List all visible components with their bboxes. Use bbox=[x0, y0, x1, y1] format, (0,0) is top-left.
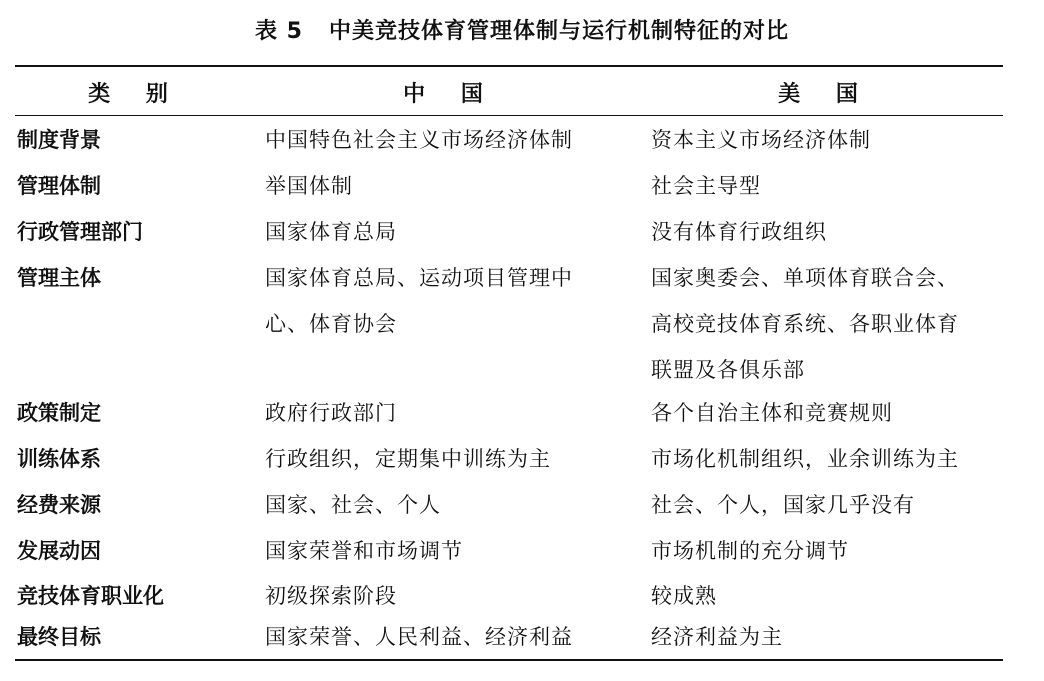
row-usa: 经济利益为主 bbox=[651, 625, 783, 649]
row-category: 管理体制 bbox=[17, 174, 101, 198]
row-usa: 国家奥委会、单项体育联合会、 高校竞技体育系统、各职业体育 联盟及各俱乐部 bbox=[651, 266, 959, 382]
row-usa: 较成熟 bbox=[651, 584, 717, 608]
row-china: 中国特色社会主义市场经济体制 bbox=[265, 128, 573, 152]
row-usa: 没有体育行政组织 bbox=[651, 220, 827, 244]
row-china: 国家荣誉和市场调节 bbox=[265, 539, 463, 563]
row-usa: 市场机制的充分调节 bbox=[651, 539, 849, 563]
row-china: 初级探索阶段 bbox=[265, 584, 397, 608]
row-category: 最终目标 bbox=[17, 625, 101, 649]
row-category: 管理主体 bbox=[17, 266, 101, 290]
header-china: 中 国 bbox=[403, 82, 497, 107]
row-china: 国家体育总局 bbox=[265, 220, 397, 244]
row-china: 举国体制 bbox=[265, 174, 353, 198]
top-rule bbox=[15, 65, 1003, 67]
header-usa: 美 国 bbox=[778, 82, 872, 107]
row-category: 制度背景 bbox=[17, 128, 101, 152]
row-usa: 社会、个人，国家几乎没有 bbox=[651, 493, 915, 517]
table-caption bbox=[0, 14, 1044, 45]
row-china: 国家体育总局、运动项目管理中 心、体育协会 bbox=[265, 266, 573, 336]
header-category: 类 别 bbox=[88, 82, 182, 107]
row-china: 国家、社会、个人 bbox=[265, 493, 441, 517]
row-china: 行政组织，定期集中训练为主 bbox=[265, 447, 551, 471]
row-category: 发展动因 bbox=[17, 539, 101, 563]
row-category: 竞技体育职业化 bbox=[17, 584, 164, 608]
row-china: 政府行政部门 bbox=[265, 401, 397, 425]
row-usa: 各个自治主体和竞赛规则 bbox=[651, 401, 893, 425]
row-category: 经费来源 bbox=[17, 493, 101, 517]
header-rule bbox=[15, 115, 1003, 116]
row-category: 训练体系 bbox=[17, 447, 101, 471]
row-usa: 资本主义市场经济体制 bbox=[651, 128, 871, 152]
row-china: 国家荣誉、人民利益、经济利益 bbox=[265, 625, 573, 649]
table-title: 中美竞技体育管理体制与运行机制特征的对比 bbox=[328, 19, 789, 44]
row-category: 行政管理部门 bbox=[17, 220, 143, 244]
row-usa: 社会主导型 bbox=[651, 174, 761, 198]
bottom-rule bbox=[15, 659, 1003, 661]
table-number: 表 5 bbox=[255, 19, 303, 44]
row-usa: 市场化机制组织，业余训练为主 bbox=[651, 447, 959, 471]
row-category: 政策制定 bbox=[17, 401, 101, 425]
